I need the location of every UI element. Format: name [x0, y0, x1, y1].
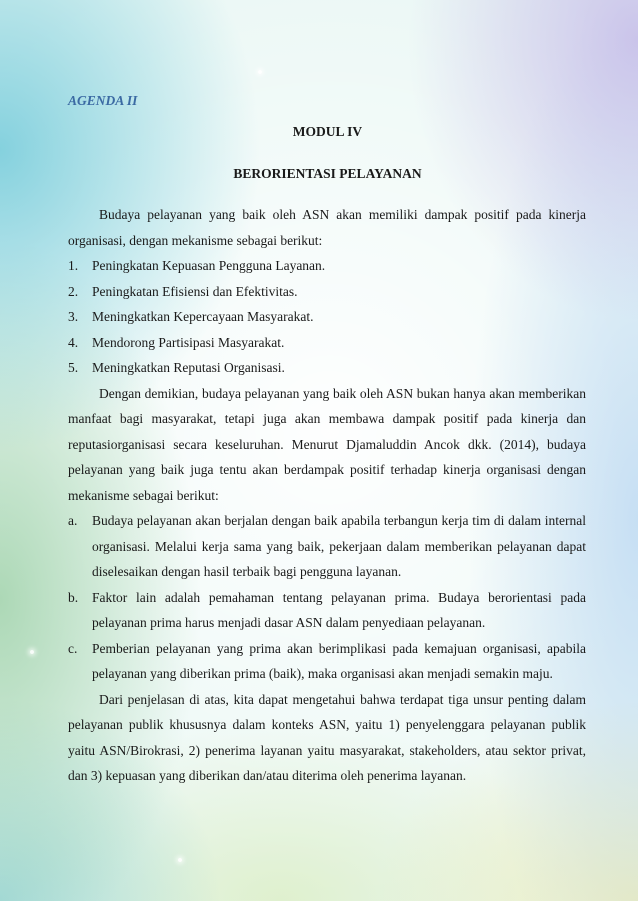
list-item: 1. Peningkatan Kepuasan Pengguna Layanan.: [68, 258, 326, 273]
body-paragraph: Dengan demikian, budaya pelayanan yang baik oleh ASN bukan hanya akan memberikan manfaat bagi masyarakat, tetapi juga akan membawa dampak positif pada kinerja dan reputasiorganisasi secara keseluruhan. Menurut Djamaluddin Ancok dkk. (2014), budaya pelayanan yang baik juga tentu akan berdampak positif terhadap kinerja organisasi dengan mekanisme sebagai berikut:: [68, 385, 586, 503]
list-item: 2. Peningkatan Efisiensi dan Efektivitas.: [68, 283, 298, 299]
background-sparkle: [258, 70, 262, 74]
list-item: 4. Mendorong Partisipasi Masyarakat.: [68, 334, 285, 350]
benefit-list: [68, 253, 586, 381]
list-item: a. Budaya pelayanan akan berjalan dengan baik apabila terbangun kerja tim di dalam internal organisasi. Melalui kerja sama yang baik, pekerjaan dalam memberikan pelayanan dapat diselesaikan dengan hasil terbaik bagi pengguna layanan.: [68, 513, 586, 579]
list-item: 5. Meningkatkan Reputasi Organisasi.: [68, 360, 285, 375]
intro-paragraph: Budaya pelayanan yang baik oleh ASN akan memiliki dampak positif pada kinerja organisasi, dengan mekanisme sebagai berikut:: [68, 207, 586, 248]
background-sparkle: [178, 858, 182, 862]
list-item: 3. Meningkatkan Kepercayaan Masyarakat.: [68, 309, 314, 324]
list-item: c. Pemberian pelayanan yang prima akan berimplikasi pada kemajuan organisasi, apabila pelayanan yang diberikan prima (baik), maka organisasi akan menjadi semakin maju.: [68, 640, 586, 681]
conclusion-paragraph: Dari penjelasan di atas, kita dapat mengetahui bahwa terdapat tiga unsur penting dalam pelayanan publik khususnya dalam konteks ASN, yaitu 1) penyelenggara pelayanan publik yaitu ASN/Birokrasi, 2) penerima layanan yaitu masyarakat, stakeholders, atau sektor privat, dan 3) kepuasan yang diberikan dan/atau diterima oleh penerima layanan.: [68, 691, 586, 783]
document-body: [68, 202, 586, 789]
mechanism-list: [68, 508, 586, 687]
page-title: BERORIENTASI PELAYANAN: [233, 166, 422, 181]
background-sparkle: [30, 650, 34, 654]
module-heading: MODUL IV: [292, 124, 363, 139]
list-item: b. Faktor lain adalah pemahaman tentang pelayanan prima. Budaya berorientasi pada pelayanan prima harus menjadi dasar ASN dalam penyediaan pelayanan.: [68, 589, 586, 630]
agenda-label: AGENDA II: [68, 93, 138, 108]
